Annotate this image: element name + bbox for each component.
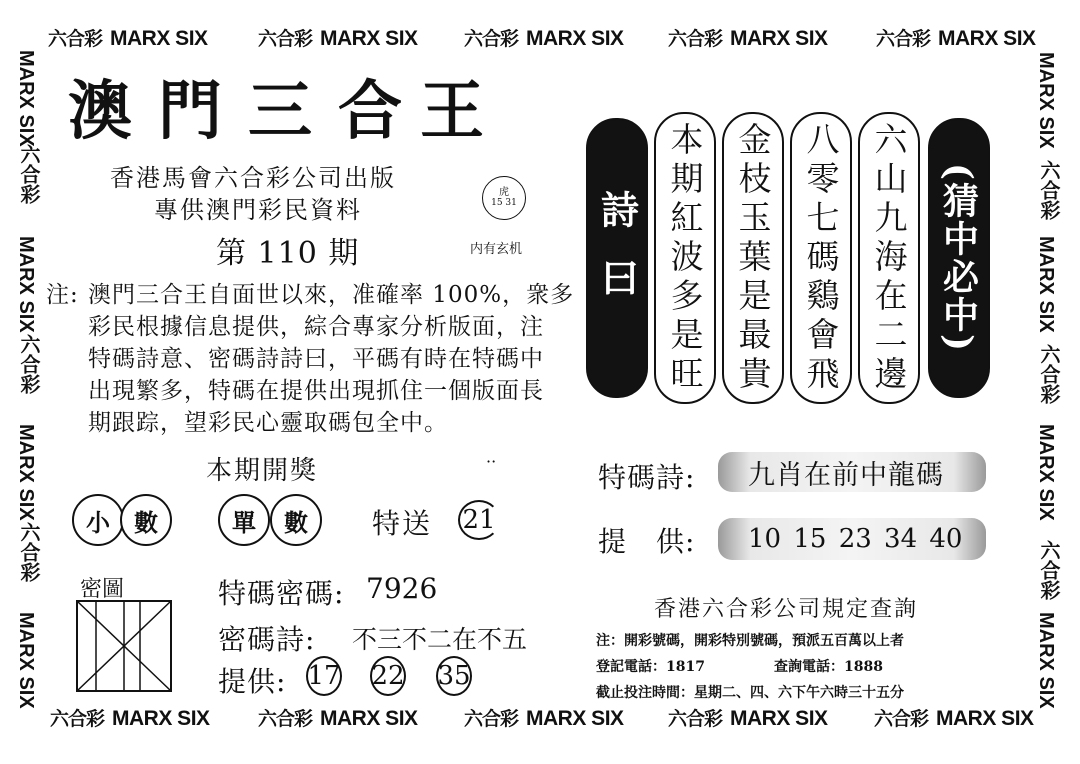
title-char-3: 三	[248, 74, 312, 149]
provide-left-number-2: 22	[370, 656, 406, 696]
title-char-4: 合	[338, 74, 402, 149]
company-reg-phone: 登記電話：1817	[596, 659, 705, 675]
brand-top-4: 六合彩 MARX SIX	[668, 27, 828, 50]
title-char-5: 王	[420, 74, 484, 149]
brand-bottom-5: 六合彩 MARX SIX	[874, 707, 1034, 730]
note-line-2: 彩民根據信息提供，綜合專家分析版面，注	[88, 314, 544, 340]
note-label: 注:	[46, 282, 79, 308]
poem-column-1: 本期紅波多是旺	[654, 112, 716, 404]
note-line-3: 特碼詩意、密碼詩詩曰，平碼有時在特碼中	[88, 346, 544, 372]
secret-poem-label: 密碼詩:	[218, 623, 316, 656]
brand-right-en-1: MARX SIX	[1035, 52, 1057, 149]
brand-left-en-2: MARX SIX	[15, 236, 37, 333]
poem-banner: (猜中必中)	[928, 118, 990, 398]
brand-top-5: 六合彩 MARX SIX	[876, 27, 1036, 50]
poem-column-4: 六山九海在二邊	[858, 112, 920, 404]
provide-left-number-3: 35	[436, 656, 472, 696]
brand-right-zh-1: 六合彩	[1037, 160, 1059, 220]
special-poem-value: 九肖在前中龍碼	[718, 452, 986, 492]
special-label: 特送	[372, 507, 433, 540]
draw-number-circle-2: 數	[270, 494, 322, 546]
brand-top-3: 六合彩 MARX SIX	[464, 27, 624, 50]
poem-column-3: 八零七碼鷄會飛	[790, 112, 852, 404]
poem-column-2: 金枝玉葉是最貴	[722, 112, 784, 404]
badge-numbers: 15 31	[491, 198, 517, 208]
issue-number: 第 110 期	[216, 236, 360, 271]
brand-bottom-4: 六合彩 MARX SIX	[668, 707, 828, 730]
zodiac-badge	[482, 176, 526, 220]
brand-bottom-3: 六合彩 MARX SIX	[464, 707, 624, 730]
brand-bottom-2: 六合彩 MARX SIX	[258, 707, 418, 730]
secret-code-label: 特碼密碼:	[218, 577, 345, 610]
company-note: 注：開彩號碼，開彩特別號碼，預派五百萬以上者	[596, 633, 904, 649]
company-query-phone: 查詢電話：1888	[774, 659, 883, 675]
brand-right-en-3: MARX SIX	[1035, 424, 1057, 521]
provide-left-label: 提供:	[218, 665, 287, 698]
draw-dots: ··	[486, 452, 497, 471]
badge-animal: 虎	[499, 187, 509, 198]
brand-right-en-2: MARX SIX	[1035, 236, 1057, 333]
secret-chart-label: 密圖	[80, 577, 125, 602]
provide-left-number-1: 17	[306, 656, 342, 696]
brand-right-zh-2: 六合彩	[1037, 344, 1059, 404]
title-char-2: 門	[158, 74, 222, 149]
special-number: 21	[458, 500, 500, 540]
brand-top-1: 六合彩 MARX SIX	[48, 27, 208, 50]
publisher-line-1: 香港馬會六合彩公司出版	[110, 164, 396, 192]
badge-caption: 内有玄机	[470, 242, 523, 257]
provide-right-label: 提 供:	[598, 525, 696, 558]
note-line-5: 期跟踪，望彩民心靈取碼包全中。	[88, 410, 448, 436]
brand-left-en-4: MARX SIX	[15, 612, 37, 709]
note-line-4: 出現繁多，特碼在提供出現抓住一個版面長	[88, 378, 544, 404]
brand-left-zh-2: 六合彩	[17, 334, 39, 394]
company-heading: 香港六合彩公司規定查詢	[654, 597, 919, 622]
brand-bottom-1: 六合彩 MARX SIX	[50, 707, 210, 730]
secret-chart	[76, 600, 172, 692]
title-char-1: 澳	[68, 74, 132, 149]
brand-right-en-4: MARX SIX	[1035, 612, 1057, 709]
brand-left-zh-3: 六合彩	[17, 522, 39, 582]
secret-code-value: 7926	[366, 572, 438, 605]
brand-left-en-3: MARX SIX	[15, 424, 37, 521]
secret-poem-value: 不三不二在不五	[352, 625, 528, 654]
draw-odd-circle: 單	[218, 494, 270, 546]
draw-number-circle-1: 數	[120, 494, 172, 546]
company-deadline: 截止投注時間：星期二、四、六下午六時三十五分	[596, 685, 904, 701]
brand-left-zh-1: 六合彩	[17, 144, 39, 204]
draw-heading: 本期開獎	[206, 456, 319, 486]
poem-label: 詩曰	[586, 118, 648, 398]
special-poem-label: 特碼詩:	[598, 461, 696, 494]
brand-left-en-1: MARX SIX	[15, 50, 37, 147]
provide-right-numbers: 10 15 23 34 40	[718, 518, 986, 560]
brand-top-2: 六合彩 MARX SIX	[258, 27, 418, 50]
note-line-1: 澳門三合王自面世以來，准確率 100%，衆多	[88, 282, 575, 308]
draw-small-circle: 小	[72, 494, 124, 546]
publisher-line-2: 專供澳門彩民資料	[154, 196, 362, 224]
brand-right-zh-3: 六合彩	[1037, 540, 1059, 600]
